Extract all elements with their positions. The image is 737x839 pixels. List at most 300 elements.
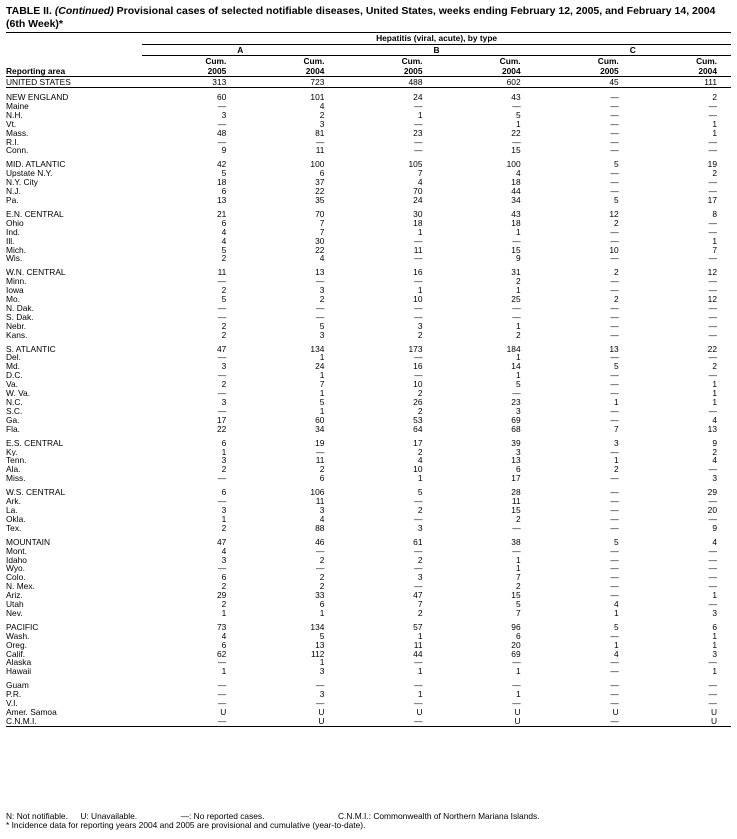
count-cell: 12 [707,268,717,278]
count-cell: 5 [614,362,619,372]
count-cell: 1 [417,474,423,484]
count-cell: 2 [319,582,325,592]
count-cell: — [414,681,423,691]
table-row [6,228,731,237]
count-cell: 18 [511,178,521,188]
count-cell: 1 [712,631,717,641]
count-cell: — [610,488,619,498]
footnotes [6,812,731,830]
table-row [6,699,731,708]
count-cell: 18 [413,218,423,228]
count-cell: 4 [712,456,717,466]
table-row [6,515,731,524]
count-cell: 7 [417,600,423,609]
count-cell: — [217,474,227,484]
count-cell: 2 [712,169,717,179]
count-cell: 101 [310,93,325,102]
count-cell: 24 [413,195,423,205]
header-cum: Cum. [535,56,633,67]
reporting-area-cell: Nebr. [6,321,27,331]
header-blank [6,33,142,45]
header-main: Hepatitis (viral, acute), by type [142,33,731,45]
reporting-area-cell: Ill. [6,236,15,246]
count-cell: 1 [319,406,325,416]
count-cell: 15 [511,505,521,515]
count-cell: 3 [319,119,325,129]
count-cell: 13 [315,640,325,650]
reporting-area-cell: E.N. CENTRAL [6,209,64,219]
count-cell: — [610,321,619,331]
table-row [6,362,731,371]
count-cell: — [708,227,717,237]
count-cell: 62 [216,649,227,659]
count-cell: — [512,658,521,668]
table-row [6,178,731,187]
table-row [6,573,731,582]
count-cell: — [142,717,240,726]
count-cell: — [414,146,423,156]
count-cell: 4 [614,649,619,659]
table-row [6,277,731,286]
count-cell: 37 [315,178,325,188]
count-cell: 2 [319,555,325,565]
reporting-area-cell: Upstate N.Y. [6,169,53,179]
count-cell: — [610,591,619,601]
count-cell: — [217,699,227,708]
reporting-area-cell: Wyo. [6,564,26,574]
reporting-area-cell: N.Y. City [6,178,38,188]
table-row [6,77,731,88]
count-cell: 29 [707,488,717,498]
count-cell: 2 [417,406,423,416]
table-row [6,556,731,565]
count-cell: — [610,415,619,425]
footnote-n: N: Not notifiable. [6,811,68,821]
count-cell: — [708,101,717,111]
count-cell: — [708,699,717,708]
count-cell: 4 [712,537,717,547]
reporting-area-cell: D.C. [6,371,23,381]
reporting-area-cell: P.R. [6,690,22,700]
count-cell: — [610,169,619,179]
count-cell: — [610,312,619,322]
table-row [6,609,731,618]
reporting-area-cell: R.I. [6,137,20,147]
count-cell: 19 [315,438,325,448]
count-cell: — [610,555,619,565]
count-cell: — [512,681,521,691]
count-cell: 1 [614,456,619,466]
count-cell: 3 [417,523,423,533]
count-cell: — [610,447,619,457]
header-year: 2004 [437,66,535,77]
count-cell: 11 [511,497,521,506]
count-cell: 13 [609,344,619,354]
table-row [6,658,731,667]
count-cell: — [512,312,521,322]
header-year: 2004 [633,66,731,77]
count-cell: 1 [712,398,717,407]
count-cell: 39 [511,438,521,448]
count-cell: — [610,582,619,592]
header-cum: Cum. [142,56,240,67]
count-cell: — [708,286,717,296]
reporting-area-cell: Alaska [6,658,32,668]
count-cell: — [610,699,619,708]
count-cell: — [610,146,619,156]
count-cell: 1 [515,371,521,381]
reporting-area-cell: Wash. [6,631,30,641]
title-prefix: TABLE II. [6,5,55,17]
count-cell: — [610,187,619,196]
hepatitis-table [6,32,731,727]
table-row [6,196,731,205]
table-row [6,681,731,690]
count-cell: 60 [216,93,227,102]
count-cell: — [610,380,619,390]
count-cell: — [316,303,325,313]
count-cell: 9 [712,438,717,448]
reporting-area-cell: Del. [6,353,21,363]
count-cell: 4 [712,415,717,425]
count-cell: 2 [319,573,325,583]
count-cell: 1 [712,128,717,138]
header-blank-2 [6,45,142,56]
count-cell: 68 [511,424,521,434]
count-cell: 70 [413,187,423,196]
count-cell: 4 [221,227,227,237]
count-cell: 13 [315,268,325,278]
reporting-area-cell: Maine [6,101,29,111]
count-cell: 2 [515,514,521,524]
table-row [6,380,731,389]
count-cell: 6 [319,169,325,179]
count-cell: 11 [413,640,423,650]
count-cell: 45 [535,77,633,88]
count-cell: — [316,699,325,708]
table-row [6,219,731,228]
reporting-area-cell: Nev. [6,608,23,618]
count-cell: 5 [221,245,227,255]
header-group-c: C [535,45,731,56]
count-cell: 18 [511,218,521,228]
count-cell: 42 [216,160,227,170]
count-cell: 7 [515,573,521,583]
count-cell: U [416,708,423,717]
count-cell: — [338,717,436,726]
count-cell: — [610,353,619,363]
count-cell: — [610,178,619,188]
count-cell: 5 [515,110,521,120]
count-cell: 4 [319,514,325,524]
count-cell: 2 [515,582,521,592]
reporting-area-cell: Ala. [6,465,21,475]
count-cell: 61 [413,537,423,547]
footnote-cnmi: C.N.M.I.: Commonwealth of Northern Mariana Islands. [337,811,540,821]
table-row [6,246,731,255]
count-cell: 4 [221,546,227,556]
count-cell: 2 [221,286,227,296]
count-cell: 15 [511,245,521,255]
count-cell: 46 [315,537,325,547]
count-cell: — [610,497,619,506]
count-cell: 106 [310,488,325,498]
count-cell: 1 [221,514,227,524]
count-cell: 48 [216,128,227,138]
header-cum: Cum. [338,56,436,67]
table-row [6,322,731,331]
count-cell: 3 [417,321,423,331]
count-cell: — [217,277,227,287]
count-cell: 5 [221,295,227,304]
count-cell: 22 [216,424,227,434]
reporting-area-cell: Colo. [6,573,26,583]
count-cell: 6 [221,640,227,650]
count-cell: 1 [515,286,521,296]
count-cell: — [414,353,423,363]
count-cell: 1 [417,227,423,237]
count-cell: 1 [417,110,423,120]
count-cell: U [437,717,535,726]
count-cell: — [217,564,227,574]
count-cell: 14 [511,362,521,372]
count-cell: 10 [413,465,423,475]
count-cell: 3 [712,608,717,618]
count-cell: 5 [614,537,619,547]
table-row [6,547,731,556]
count-cell: — [708,690,717,700]
count-cell: 2 [614,295,619,304]
count-cell: 1 [712,119,717,129]
count-cell: 2 [221,582,227,592]
count-cell: 3 [712,649,717,659]
count-cell: 57 [413,622,423,632]
reporting-area-cell: Ark. [6,497,21,506]
count-cell: 2 [417,555,423,565]
reporting-area-cell: Ohio [6,218,24,228]
count-cell: 11 [217,268,227,278]
count-cell: 1 [319,658,325,668]
count-cell: 7 [417,169,423,179]
count-cell: — [708,514,717,524]
table-row [6,93,731,102]
count-cell: — [217,658,227,668]
footnote-u: U: Unavailable. [80,811,138,821]
count-cell: 1 [319,608,325,618]
count-cell: — [217,681,227,691]
header-group-a: A [142,45,338,56]
count-cell: — [610,681,619,691]
count-cell: 22 [315,187,325,196]
count-cell: 313 [142,77,240,88]
count-cell: 3 [319,505,325,515]
reporting-area-cell: Hawaii [6,667,32,677]
table-row [6,313,731,322]
count-cell: 17 [511,474,521,484]
count-cell: 1 [712,236,717,246]
count-cell: 3 [319,330,325,340]
count-cell: — [316,546,325,556]
reporting-area-cell: Va. [6,380,18,390]
count-cell: — [708,330,717,340]
header-cum: Cum. [240,56,338,67]
count-cell: — [217,497,227,506]
count-cell: 10 [413,380,423,390]
count-cell: U [240,717,338,726]
count-cell: — [414,546,423,556]
count-cell: 13 [216,195,227,205]
reporting-area-cell: Wis. [6,254,23,264]
count-cell: 17 [413,438,423,448]
count-cell: 2 [221,330,227,340]
count-cell: 7 [319,380,325,390]
count-cell: 2 [712,93,717,102]
count-cell: 4 [515,169,521,179]
count-cell: 11 [413,245,423,255]
count-cell: 4 [319,101,325,111]
count-cell: 2 [712,447,717,457]
count-cell: 22 [707,344,717,354]
reporting-area-cell: Amer. Samoa [6,708,57,717]
table-row [6,120,731,129]
count-cell: — [610,236,619,246]
count-cell: — [217,690,227,700]
count-cell: 1 [712,380,717,390]
count-cell: 100 [506,160,521,170]
table-row [6,632,731,641]
count-cell: 53 [413,415,423,425]
count-cell: — [610,101,619,111]
count-cell: — [708,546,717,556]
count-cell: 134 [310,622,325,632]
count-cell: — [708,312,717,322]
count-cell: 3 [712,474,717,484]
count-cell: 11 [315,497,325,506]
count-cell: — [414,564,423,574]
count-cell: 34 [511,195,521,205]
count-cell: — [708,137,717,147]
count-cell: — [512,137,521,147]
count-cell: — [512,236,521,246]
count-cell: — [512,389,521,398]
title-text: Provisional cases of selected notifiable diseases, United States, weeks ending February 12, 2005, and February 14, 2004 (6th Week)* [6,5,716,30]
reporting-area-cell: Idaho [6,555,27,565]
count-cell: U [612,708,619,717]
count-cell: — [414,514,423,524]
table-row [6,564,731,573]
count-cell: — [610,514,619,524]
reporting-area-cell: Oreg. [6,640,27,650]
count-cell: 10 [609,245,619,255]
count-cell: — [217,137,227,147]
reporting-area-cell: N.C. [6,398,23,407]
count-cell: — [708,564,717,574]
count-cell: — [708,371,717,381]
header-year: 2005 [338,66,436,77]
count-cell: — [610,128,619,138]
count-cell: 1 [515,555,521,565]
count-cell: 3 [417,573,423,583]
count-cell: 3 [221,555,227,565]
count-cell: — [610,110,619,120]
count-cell: 22 [315,245,325,255]
count-cell: — [610,119,619,129]
count-cell: — [414,582,423,592]
count-cell: — [217,303,227,313]
reporting-area-cell: Guam [6,681,29,691]
count-cell: 47 [216,344,227,354]
reporting-area-cell: La. [6,505,18,515]
table-row [6,102,731,111]
count-cell: — [414,658,423,668]
count-cell: — [708,600,717,609]
count-cell: — [708,178,717,188]
count-cell: 5 [614,160,619,170]
count-cell: 60 [315,415,325,425]
reporting-area-cell: V.I. [6,699,18,708]
count-cell: 488 [338,77,436,88]
reporting-area-cell: Ariz. [6,591,23,601]
count-cell: — [708,110,717,120]
count-cell: 6 [712,622,717,632]
count-cell: — [316,447,325,457]
count-cell: 3 [515,447,521,457]
reporting-area-cell: UNITED STATES [6,77,142,88]
count-cell: — [610,406,619,416]
count-cell: 2 [614,218,619,228]
table-row [6,160,731,169]
count-cell: — [316,564,325,574]
count-cell: — [217,119,227,129]
count-cell: 112 [311,649,325,659]
table-row [6,398,731,407]
count-cell: 2 [712,362,717,372]
count-cell: 16 [413,268,423,278]
count-cell: 2 [221,254,227,264]
header-year: 2005 [535,66,633,77]
count-cell: — [610,303,619,313]
count-cell: 1 [515,690,521,700]
reporting-area-cell: Mont. [6,546,27,556]
count-cell: 6 [515,631,521,641]
table-row [6,111,731,120]
count-cell: — [610,227,619,237]
count-cell: 8 [712,209,717,219]
count-cell: 3 [614,438,619,448]
header-group-b: B [338,45,534,56]
count-cell: 24 [315,362,325,372]
count-cell: 2 [417,330,423,340]
count-cell: — [708,465,717,475]
count-cell: U [220,708,227,717]
reporting-area-cell: Tex. [6,523,22,533]
count-cell: 2 [515,277,521,287]
count-cell: — [610,658,619,668]
count-cell: — [414,312,423,322]
count-cell: — [316,277,325,287]
count-cell: 64 [413,424,423,434]
count-cell: 3 [319,667,325,677]
count-cell: — [708,555,717,565]
count-cell: — [708,681,717,691]
count-cell: 7 [319,218,325,228]
count-cell: — [512,546,521,556]
reporting-area-cell: Mo. [6,295,20,304]
count-cell: 96 [511,622,521,632]
header-blank-3 [6,56,142,67]
count-cell: 1 [515,667,521,677]
count-cell: 24 [413,93,423,102]
